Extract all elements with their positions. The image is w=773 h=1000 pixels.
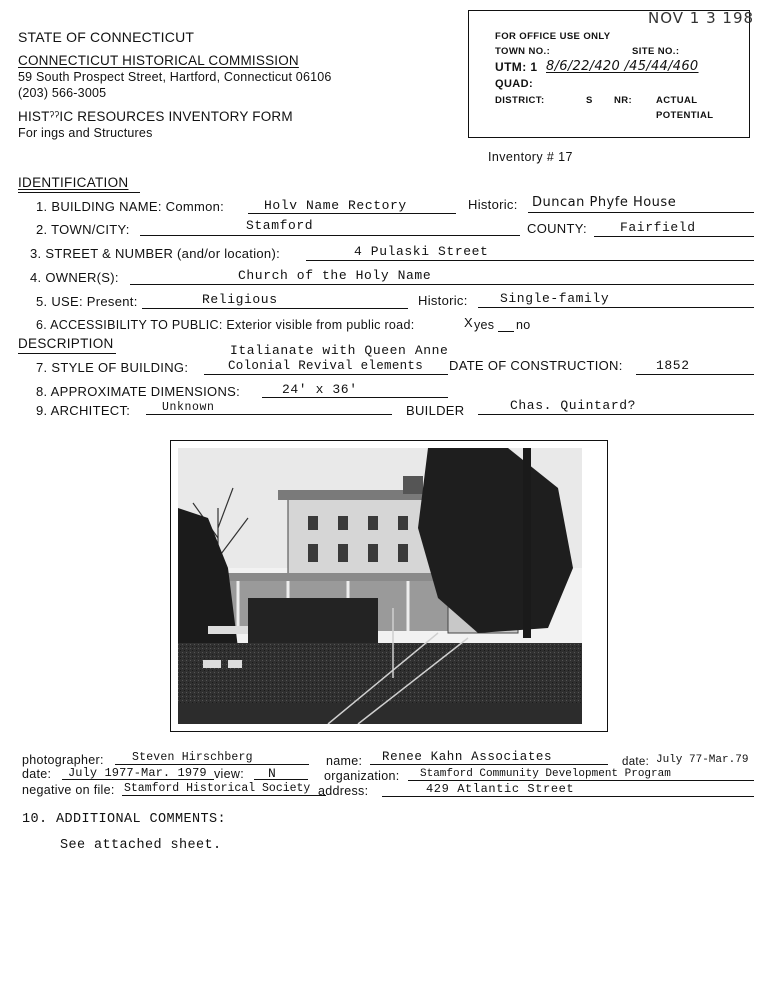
commission-address: 59 South Prospect Street, Hartford, Connecticut 06106 (18, 70, 332, 84)
building-name-label: 1. BUILDING NAME: Common: (36, 199, 225, 214)
use-present-label: 5. USE: Present: (36, 294, 138, 309)
building-photo-illustration (178, 448, 582, 724)
owner-label: 4. OWNER(S): (30, 270, 119, 285)
nr-label: NR: (614, 95, 633, 106)
utm-label: UTM: 1 (495, 60, 538, 74)
dimensions-label: 8. APPROXIMATE DIMENSIONS: (36, 384, 241, 399)
photographer-value: Steven Hirschberg (132, 751, 253, 764)
view-value: N (268, 766, 277, 781)
district-s: S (586, 95, 593, 106)
inventory-number: Inventory # 17 (488, 150, 573, 164)
name-value: Renee Kahn Associates (382, 750, 553, 764)
style-line-1: Italianate with Queen Anne (230, 343, 449, 358)
use-historic-value: Single-family (500, 291, 610, 306)
use-present-value: Religious (202, 292, 278, 307)
historic-name-label: Historic: (468, 197, 518, 212)
name-label: name: (326, 754, 363, 768)
accessibility-no: no (516, 318, 531, 332)
use-historic-label: Historic: (418, 293, 468, 308)
form-title: HISTˀˀIC RESOURCES INVENTORY FORM (18, 109, 293, 124)
office-use-heading: FOR OFFICE USE ONLY (495, 31, 611, 42)
commission-phone: (203) 566-3005 (18, 86, 107, 100)
quad-label: QUAD: (495, 78, 534, 90)
architect-label: 9. ARCHITECT: (36, 403, 131, 418)
county-label: COUNTY: (527, 221, 587, 236)
address-value: 429 Atlantic Street (426, 782, 575, 796)
building-name-historic: Duncan Phyfe House (532, 195, 677, 210)
address-label: address: (318, 784, 369, 798)
owner-value: Church of the Holy Name (238, 268, 432, 283)
photographer-label: photographer: (22, 753, 104, 767)
town-label: 2. TOWN/CITY: (36, 222, 130, 237)
form-subtitle: For ings and Structures (18, 126, 153, 140)
potential-label: POTENTIAL (656, 110, 714, 121)
dimensions-value: 24' x 36' (282, 382, 358, 397)
negative-value: Stamford Historical Society (124, 782, 311, 795)
date-right-label: date: (622, 756, 650, 768)
construction-date-value: 1852 (656, 358, 690, 373)
comments-label: 10. ADDITIONAL COMMENTS: (22, 812, 227, 827)
town-value: Stamford (246, 218, 314, 233)
building-name-common: Holv Name Rectory (264, 198, 407, 213)
district-label: DISTRICT: (495, 95, 545, 106)
accessibility-label: 6. ACCESSIBILITY TO PUBLIC: Exterior visible from public road: (36, 318, 415, 332)
style-line-2: Colonial Revival elements (228, 359, 424, 373)
town-no-label: TOWN NO.: (495, 46, 551, 57)
organization-label: organization: (324, 769, 400, 783)
architect-value: Unknown (162, 401, 215, 414)
building-photo (178, 448, 582, 724)
date-label: date: (22, 767, 52, 781)
commission-title: CONNECTICUT HISTORICAL COMMISSION (18, 53, 299, 68)
date-value: July 1977-Mar. 1979 (68, 766, 207, 780)
street-label: 3. STREET & NUMBER (and/or location): (30, 246, 280, 261)
description-heading: DESCRIPTION (18, 336, 114, 351)
comments-text: See attached sheet. (60, 838, 222, 853)
received-stamp: NOV 1 3 198 (648, 9, 755, 27)
date-right-value: July 77-Mar.79 (656, 754, 749, 766)
actual-label: ACTUAL (656, 95, 698, 106)
county-value: Fairfield (620, 220, 696, 235)
view-label: view: (214, 767, 244, 781)
builder-label: BUILDER (406, 403, 465, 418)
utm-value: 8/6/22/420 /45/44/460 (546, 59, 699, 74)
accessibility-yes: yes (474, 318, 495, 332)
style-label: 7. STYLE OF BUILDING: (36, 360, 189, 375)
state-title: STATE OF CONNECTICUT (18, 29, 195, 45)
organization-value: Stamford Community Development Program (420, 768, 671, 780)
street-value: 4 Pulaski Street (354, 244, 489, 259)
site-no-label: SITE NO.: (632, 46, 680, 57)
builder-value: Chas. Quintard? (510, 398, 637, 413)
accessibility-yes-mark: X (464, 315, 474, 330)
negative-label: negative on file: (22, 783, 115, 797)
construction-date-label: DATE OF CONSTRUCTION: (449, 358, 623, 373)
identification-heading: IDENTIFICATION (18, 175, 129, 190)
